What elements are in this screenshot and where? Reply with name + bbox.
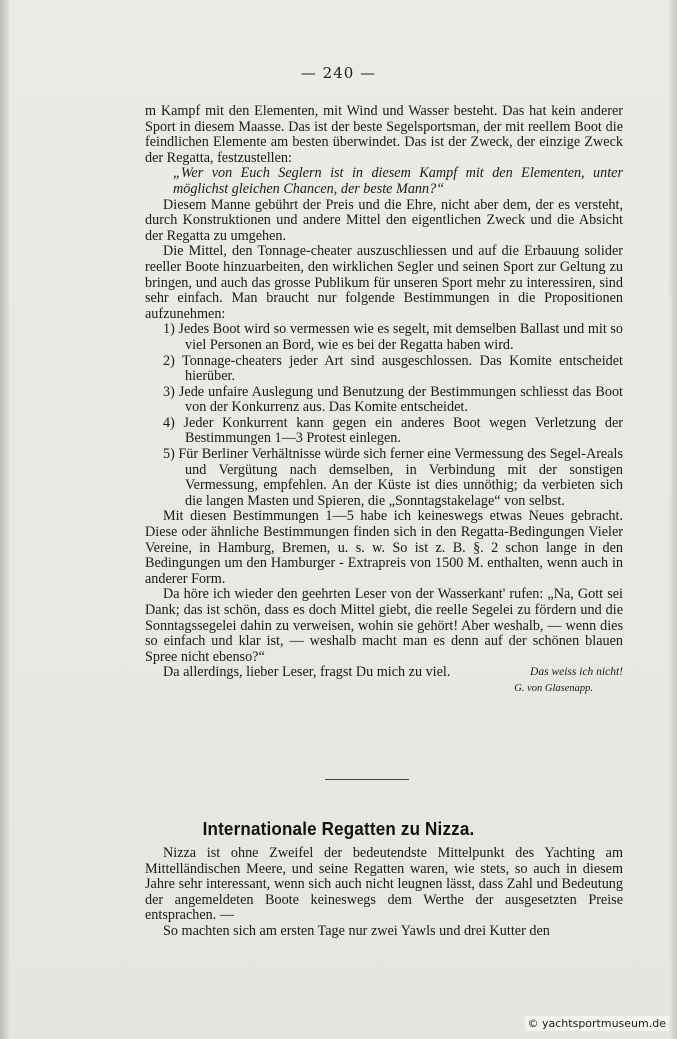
- paragraph-die-mittel: Die Mittel, den Tonnage-cheater auszuschliessen und auf die Erbauung solider reeller Boote hinzuarbeiten, den wirklichen Segler und seinen Sport zur Geltung zu bringen, und auch das grosse Publikum für unseren Sport mehr zu interessiren, sind sehr einfach. Man braucht nur folgende Bestimmungen in die Propositionen aufzunehmen:: [145, 243, 623, 322]
- paragraph-diesem-manne: Diesem Manne gebührt der Preis und die Ehre, nicht aber dem, der es versteht, durch Konstruktionen und andere Mittel den eigentlichen Zweck und die Absicht der Regatta zu umgehen.: [145, 196, 623, 244]
- paragraph-leser: Da höre ich wieder den geehrten Leser von der Wasserkant' rufen: „Na, Gott sei Dank; das ist schön, dass es doch Mittel giebt, die reelle Segelei zu fördern und die Sonntagssegelei dahin zu verweisen, wohin sie gehört! Aber weshalb, — wenn dies so einfach und klar ist, — weshalb macht man es denn auf der schönen blauen Spree nicht ebenso?“: [145, 586, 623, 665]
- list-item-3: 3) Jede unfaire Auslegung und Benutzung der Bestimmungen schliesst das Boot von der Konkurrenz aus. Das Komite entscheidet.: [163, 383, 623, 416]
- copyright-watermark: © yachtsportmuseum.de: [525, 1016, 669, 1031]
- closing-text: Da allerdings, lieber Leser, fragst Du mich zu viel.: [163, 664, 451, 681]
- closing-quote: Das weiss ich nicht!: [530, 666, 623, 679]
- section-divider: [325, 779, 409, 780]
- page-edge-right: [669, 0, 677, 1039]
- list-item-5: 5) Für Berliner Verhältnisse würde sich ferner eine Vermessung des Segel-Areals und Vergütung nach demselben, in Verbindung mit der sonstigen Vermessung, empfehlen. An der Küste ist dies unnöthig; da verbieten sich die langen Masten und Spieren, die „Sonntagstakelage“ von selbst.: [163, 446, 623, 509]
- author-signature: G. von Glasenapp.: [514, 682, 593, 694]
- intro-paragraph: m Kampf mit den Elementen, mit Wind und Wasser besteht. Das hat kein anderer Sport in diesem Maasse. Das ist der beste Segelsportsman, der mit reellem Boot die feindlichen Elemente am besten überwindet. Das ist der Zweck, der einzige Zweck der Regatta, festzustellen:: [145, 103, 623, 166]
- list-item-2: 2) Tonnage-cheaters jeder Art sind ausgeschlossen. Das Komite entscheidet hierüber.: [163, 352, 623, 385]
- nizza-paragraph-2: So machten sich am ersten Tage nur zwei Yawls und drei Kutter den: [163, 922, 550, 939]
- nizza-paragraph-1: Nizza ist ohne Zweifel der bedeutendste Mittelpunkt des Yachting am Mittelländischen Meere, und seine Regatten waren, wie stets, so auch in diesem Jahre sehr interessant, wenn sich auch nicht leugnen lässt, dass Zahl und Bedeutung der angemeldeten Boote keineswegs dem Werthe der ausgesetzten Preise entsprachen. —: [145, 845, 623, 924]
- page-edge-left: [0, 0, 9, 1039]
- article-body: [145, 104, 623, 697]
- section-heading: Internationale Regatten zu Nizza.: [202, 818, 475, 839]
- nizza-article-body: [145, 846, 623, 940]
- closing-line: [145, 665, 623, 681]
- list-item-4: 4) Jeder Konkurrent kann gegen ein anderes Boot wegen Verletzung der Bestimmungen 1—3 Protest einlegen.: [163, 414, 623, 447]
- page-number: — 240 —: [300, 64, 377, 82]
- list-item-1: 1) Jedes Boot wird so vermessen wie es segelt, mit demselben Ballast und mit so viel Personen an Bord, wie es bei der Regatta haben wird.: [163, 321, 623, 353]
- paragraph-bestimmungen: Mit diesen Bestimmungen 1—5 habe ich keineswegs etwas Neues gebracht. Diese oder ähnliche Bestimmungen finden sich in den Regatta-Bedingungen Vieler Vereine, in Hamburg, Bremen, u. s. w. So ist z. B. §. 2 schon lange in den Bedingungen um den Hamburger - Extrapreis von 1500 M. enthalten, wenn auch in anderer Form.: [145, 508, 623, 587]
- quote-paragraph: „Wer von Euch Seglern ist in diesem Kampf mit den Elementen, unter möglichst gleichen Chancen, der beste Mann?“: [173, 165, 623, 197]
